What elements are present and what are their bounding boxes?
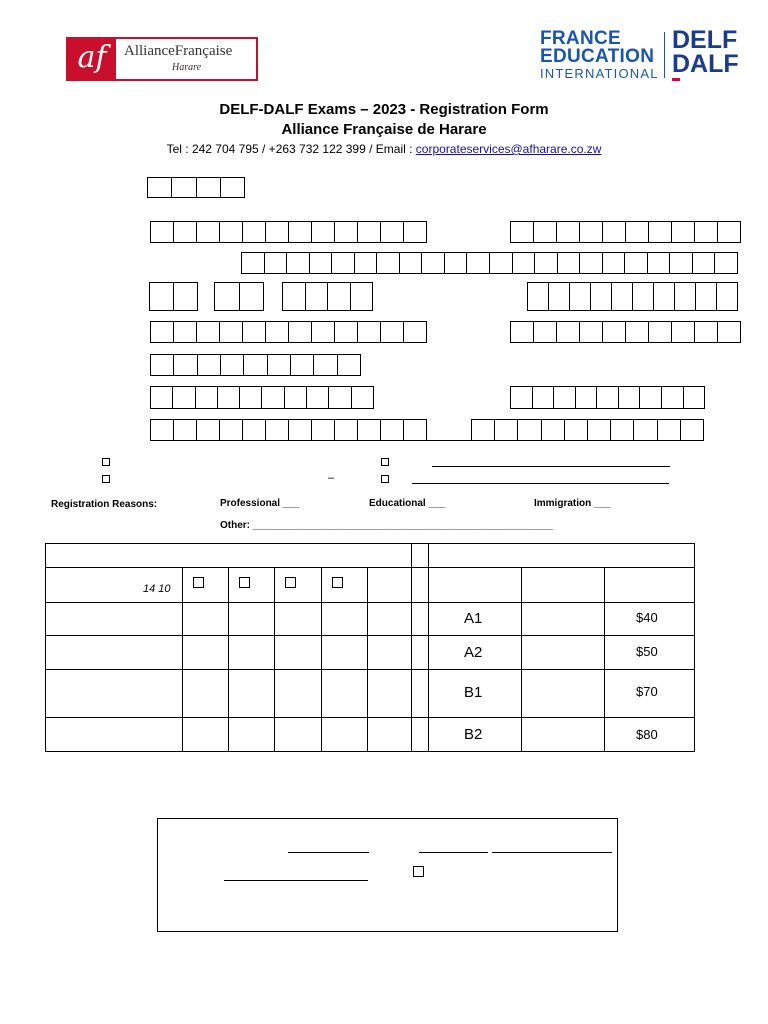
char-box-cell[interactable] bbox=[579, 222, 602, 242]
af-logo-city: Harare bbox=[172, 62, 202, 73]
checkbox[interactable] bbox=[285, 577, 296, 588]
char-box-cell[interactable] bbox=[714, 253, 737, 273]
char-box-cell[interactable] bbox=[172, 387, 194, 408]
char-box-cell[interactable] bbox=[717, 322, 740, 342]
level-label: A2 bbox=[464, 644, 483, 661]
char-box-cell[interactable] bbox=[242, 420, 265, 440]
char-box-cell[interactable] bbox=[556, 222, 579, 242]
table-rule bbox=[604, 567, 605, 752]
char-box-cell[interactable] bbox=[311, 420, 334, 440]
char-box-cell[interactable] bbox=[647, 253, 670, 273]
char-box-cell[interactable] bbox=[625, 222, 648, 242]
reason-other[interactable]: Other: ______________________________________________________ bbox=[220, 520, 554, 531]
delf-logo-accent bbox=[672, 78, 680, 81]
char-box-row[interactable] bbox=[282, 282, 373, 311]
char-box-cell[interactable] bbox=[196, 322, 219, 342]
fei-logo-line2: EDUCATION bbox=[540, 46, 655, 67]
char-box-cell[interactable] bbox=[403, 322, 426, 342]
char-box-cell[interactable] bbox=[557, 253, 580, 273]
char-box-cell[interactable] bbox=[242, 322, 265, 342]
contact-line bbox=[0, 142, 768, 156]
char-box-cell[interactable] bbox=[173, 283, 197, 310]
char-box-cell[interactable] bbox=[528, 283, 548, 310]
char-box-cell[interactable] bbox=[403, 222, 426, 242]
char-box-cell[interactable] bbox=[579, 322, 602, 342]
char-box-cell[interactable] bbox=[288, 322, 311, 342]
char-box-cell[interactable] bbox=[380, 420, 403, 440]
char-box-cell[interactable] bbox=[671, 322, 694, 342]
char-box-cell[interactable] bbox=[334, 420, 357, 440]
char-box-cell[interactable] bbox=[653, 283, 674, 310]
char-box-cell[interactable] bbox=[196, 420, 219, 440]
char-box-row[interactable] bbox=[150, 354, 361, 376]
checkbox[interactable] bbox=[381, 458, 389, 466]
char-box-cell[interactable] bbox=[261, 387, 283, 408]
char-box-cell[interactable] bbox=[683, 387, 705, 408]
char-box-cell[interactable] bbox=[334, 222, 357, 242]
char-box-cell[interactable] bbox=[243, 355, 266, 375]
char-box-cell[interactable] bbox=[327, 283, 350, 310]
char-box-cell[interactable] bbox=[602, 253, 625, 273]
fei-logo-line3: INTERNATIONAL bbox=[540, 66, 659, 81]
char-box-cell[interactable] bbox=[511, 322, 533, 342]
char-box-cell[interactable] bbox=[380, 222, 403, 242]
char-box-cell[interactable] bbox=[196, 178, 220, 197]
char-box-cell[interactable] bbox=[633, 420, 656, 440]
signature-line[interactable] bbox=[419, 852, 488, 853]
table-rule bbox=[182, 567, 183, 752]
alliance-francaise-logo bbox=[66, 37, 258, 81]
table-rule bbox=[228, 567, 229, 752]
char-box-cell[interactable] bbox=[306, 387, 328, 408]
char-box-cell[interactable] bbox=[151, 222, 173, 242]
char-box-cell[interactable] bbox=[569, 283, 590, 310]
char-box-cell[interactable] bbox=[196, 222, 219, 242]
char-box-cell[interactable] bbox=[717, 222, 740, 242]
exam-time-label: 14 10 bbox=[143, 583, 171, 595]
table-rule bbox=[45, 635, 695, 636]
char-box-cell[interactable] bbox=[217, 387, 239, 408]
delf-logo-line2: DALF bbox=[672, 50, 739, 78]
reason-immigration[interactable]: Immigration ___ bbox=[534, 498, 611, 509]
signature-line[interactable] bbox=[224, 880, 368, 881]
checkbox[interactable] bbox=[102, 475, 110, 483]
char-box-row[interactable] bbox=[527, 282, 738, 311]
char-box-cell[interactable] bbox=[694, 222, 717, 242]
char-box-cell[interactable] bbox=[553, 387, 575, 408]
checkbox[interactable] bbox=[193, 577, 204, 588]
char-box-cell[interactable] bbox=[625, 322, 648, 342]
char-box-cell[interactable] bbox=[624, 253, 647, 273]
answer-line[interactable] bbox=[432, 466, 670, 467]
char-box-cell[interactable] bbox=[579, 253, 602, 273]
checkbox[interactable] bbox=[102, 458, 110, 466]
char-box-cell[interactable] bbox=[309, 253, 332, 273]
char-box-cell[interactable] bbox=[532, 387, 554, 408]
checkbox[interactable] bbox=[413, 866, 424, 877]
france-education-international-logo bbox=[540, 30, 659, 81]
char-box-cell[interactable] bbox=[195, 387, 217, 408]
table-rule bbox=[274, 567, 275, 752]
char-box-cell[interactable] bbox=[674, 283, 695, 310]
char-box-cell[interactable] bbox=[602, 322, 625, 342]
char-box-cell[interactable] bbox=[564, 420, 587, 440]
char-box-cell[interactable] bbox=[173, 420, 196, 440]
char-box-cell[interactable] bbox=[399, 253, 422, 273]
char-box-cell[interactable] bbox=[575, 387, 597, 408]
char-box-cell[interactable] bbox=[694, 322, 717, 342]
char-box-row[interactable] bbox=[150, 321, 427, 343]
table-rule bbox=[321, 567, 322, 752]
office-use-box bbox=[157, 818, 618, 932]
level-price: $40 bbox=[636, 610, 658, 625]
char-box-cell[interactable] bbox=[590, 283, 611, 310]
delf-dalf-logo bbox=[672, 28, 739, 76]
contact-email-link[interactable]: corporateservices@afharare.co.zw bbox=[415, 142, 602, 156]
char-box-cell[interactable] bbox=[357, 222, 380, 242]
char-box-row[interactable] bbox=[510, 386, 705, 409]
char-box-row[interactable] bbox=[150, 419, 427, 441]
contact-phone: Tel : 242 704 795 / +263 732 122 399 / Email : bbox=[166, 142, 416, 156]
table-rule bbox=[45, 567, 695, 568]
char-box-cell[interactable] bbox=[512, 253, 535, 273]
char-box-row[interactable] bbox=[471, 419, 704, 441]
char-box-row[interactable] bbox=[150, 221, 427, 243]
char-box-cell[interactable] bbox=[533, 222, 556, 242]
char-box-cell[interactable] bbox=[337, 355, 360, 375]
char-box-cell[interactable] bbox=[695, 283, 716, 310]
char-box-cell[interactable] bbox=[494, 420, 517, 440]
char-box-cell[interactable] bbox=[151, 322, 173, 342]
char-box-row[interactable] bbox=[510, 221, 741, 243]
char-box-cell[interactable] bbox=[242, 253, 264, 273]
char-box-cell[interactable] bbox=[639, 387, 661, 408]
checkbox[interactable] bbox=[239, 577, 250, 588]
char-box-cell[interactable] bbox=[466, 253, 489, 273]
signature-line[interactable] bbox=[288, 852, 369, 853]
table-rule bbox=[521, 567, 522, 752]
char-box-cell[interactable] bbox=[657, 420, 680, 440]
char-box-cell[interactable] bbox=[219, 322, 242, 342]
char-box-cell[interactable] bbox=[151, 387, 172, 408]
char-box-cell[interactable] bbox=[288, 420, 311, 440]
char-box-cell[interactable] bbox=[173, 322, 196, 342]
char-box-cell[interactable] bbox=[517, 420, 540, 440]
level-label: B2 bbox=[464, 726, 483, 743]
fei-logo-line1: FRANCE bbox=[540, 28, 621, 49]
dash-mark: – bbox=[328, 472, 335, 484]
char-box-cell[interactable] bbox=[305, 283, 328, 310]
char-box-row[interactable] bbox=[147, 177, 245, 198]
char-box-cell[interactable] bbox=[602, 222, 625, 242]
char-box-cell[interactable] bbox=[220, 355, 243, 375]
char-box-cell[interactable] bbox=[380, 322, 403, 342]
level-label: A1 bbox=[464, 610, 483, 627]
char-box-cell[interactable] bbox=[334, 322, 357, 342]
char-box-cell[interactable] bbox=[219, 420, 242, 440]
reason-educational[interactable]: Educational ___ bbox=[369, 498, 446, 509]
char-box-cell[interactable] bbox=[215, 283, 239, 310]
char-box-row[interactable] bbox=[510, 321, 741, 343]
char-box-cell[interactable] bbox=[350, 283, 373, 310]
level-price: $50 bbox=[636, 644, 658, 659]
char-box-cell[interactable] bbox=[610, 420, 633, 440]
char-box-cell[interactable] bbox=[197, 355, 220, 375]
table-rule bbox=[45, 717, 695, 718]
char-box-cell[interactable] bbox=[489, 253, 512, 273]
char-box-cell[interactable] bbox=[611, 283, 632, 310]
char-box-cell[interactable] bbox=[511, 222, 533, 242]
char-box-cell[interactable] bbox=[556, 322, 579, 342]
char-box-cell[interactable] bbox=[220, 178, 244, 197]
char-box-cell[interactable] bbox=[357, 420, 380, 440]
char-box-cell[interactable] bbox=[648, 322, 671, 342]
char-box-cell[interactable] bbox=[219, 222, 242, 242]
char-box-cell[interactable] bbox=[541, 420, 564, 440]
char-box-cell[interactable] bbox=[148, 178, 171, 197]
table-rule bbox=[428, 543, 429, 752]
char-box-cell[interactable] bbox=[284, 387, 306, 408]
form-title: DELF-DALF Exams – 2023 - Registration Form bbox=[219, 101, 549, 118]
char-box-cell[interactable] bbox=[472, 420, 494, 440]
char-box-cell[interactable] bbox=[311, 322, 334, 342]
char-box-cell[interactable] bbox=[671, 222, 694, 242]
char-box-cell[interactable] bbox=[534, 253, 557, 273]
char-box-cell[interactable] bbox=[267, 355, 290, 375]
char-box-cell[interactable] bbox=[351, 387, 373, 408]
box-connector-line bbox=[427, 440, 471, 441]
checkbox[interactable] bbox=[381, 475, 389, 483]
char-box-cell[interactable] bbox=[288, 222, 311, 242]
char-box-cell[interactable] bbox=[587, 420, 610, 440]
af-logo-name: AllianceFrançaise bbox=[124, 43, 233, 59]
char-box-cell[interactable] bbox=[376, 253, 399, 273]
char-box-row[interactable] bbox=[150, 386, 374, 409]
form-subtitle: Alliance Française de Harare bbox=[281, 121, 487, 138]
char-box-cell[interactable] bbox=[313, 355, 336, 375]
char-box-cell[interactable] bbox=[421, 253, 444, 273]
char-box-cell[interactable] bbox=[286, 253, 309, 273]
char-box-cell[interactable] bbox=[239, 387, 261, 408]
char-box-cell[interactable] bbox=[239, 283, 264, 310]
char-box-cell[interactable] bbox=[171, 178, 195, 197]
af-logo-mark: af bbox=[68, 39, 116, 79]
level-label: B1 bbox=[464, 684, 483, 701]
char-box-row[interactable] bbox=[241, 252, 738, 274]
reason-professional[interactable]: Professional ___ bbox=[220, 498, 300, 509]
char-box-cell[interactable] bbox=[354, 253, 377, 273]
registration-reasons-label: Registration Reasons: bbox=[51, 499, 158, 510]
char-box-cell[interactable] bbox=[331, 253, 354, 273]
char-box-cell[interactable] bbox=[265, 222, 288, 242]
exam-table bbox=[45, 543, 695, 752]
char-box-row[interactable] bbox=[214, 282, 264, 311]
char-box-cell[interactable] bbox=[173, 222, 196, 242]
char-box-cell[interactable] bbox=[328, 387, 350, 408]
char-box-cell[interactable] bbox=[444, 253, 467, 273]
char-box-cell[interactable] bbox=[680, 420, 703, 440]
char-box-cell[interactable] bbox=[242, 222, 265, 242]
table-rule bbox=[411, 543, 412, 752]
level-price: $80 bbox=[636, 727, 658, 742]
char-box-cell[interactable] bbox=[632, 283, 653, 310]
table-rule bbox=[45, 602, 695, 603]
table-rule bbox=[367, 567, 368, 752]
char-box-cell[interactable] bbox=[716, 283, 737, 310]
checkbox[interactable] bbox=[332, 577, 343, 588]
char-box-cell[interactable] bbox=[669, 253, 692, 273]
char-box-cell[interactable] bbox=[150, 283, 173, 310]
char-box-cell[interactable] bbox=[357, 322, 380, 342]
char-box-cell[interactable] bbox=[548, 283, 569, 310]
level-price: $70 bbox=[636, 684, 658, 699]
char-box-cell[interactable] bbox=[692, 253, 715, 273]
char-box-cell[interactable] bbox=[283, 283, 305, 310]
char-box-cell[interactable] bbox=[648, 222, 671, 242]
char-box-cell[interactable] bbox=[151, 420, 173, 440]
char-box-cell[interactable] bbox=[290, 355, 313, 375]
char-box-cell[interactable] bbox=[403, 420, 426, 440]
signature-line[interactable] bbox=[492, 852, 612, 853]
char-box-cell[interactable] bbox=[618, 387, 640, 408]
table-rule bbox=[45, 669, 695, 670]
char-box-cell[interactable] bbox=[661, 387, 683, 408]
answer-line[interactable] bbox=[412, 483, 669, 484]
logo-separator bbox=[664, 32, 665, 78]
char-box-cell[interactable] bbox=[151, 355, 173, 375]
char-box-row[interactable] bbox=[149, 282, 198, 311]
char-box-cell[interactable] bbox=[265, 420, 288, 440]
delf-logo-line1: DELF bbox=[672, 26, 738, 54]
char-box-cell[interactable] bbox=[311, 222, 334, 242]
char-box-cell[interactable] bbox=[173, 355, 196, 375]
char-box-cell[interactable] bbox=[511, 387, 532, 408]
char-box-cell[interactable] bbox=[596, 387, 618, 408]
char-box-cell[interactable] bbox=[533, 322, 556, 342]
char-box-cell[interactable] bbox=[265, 322, 288, 342]
char-box-cell[interactable] bbox=[264, 253, 287, 273]
